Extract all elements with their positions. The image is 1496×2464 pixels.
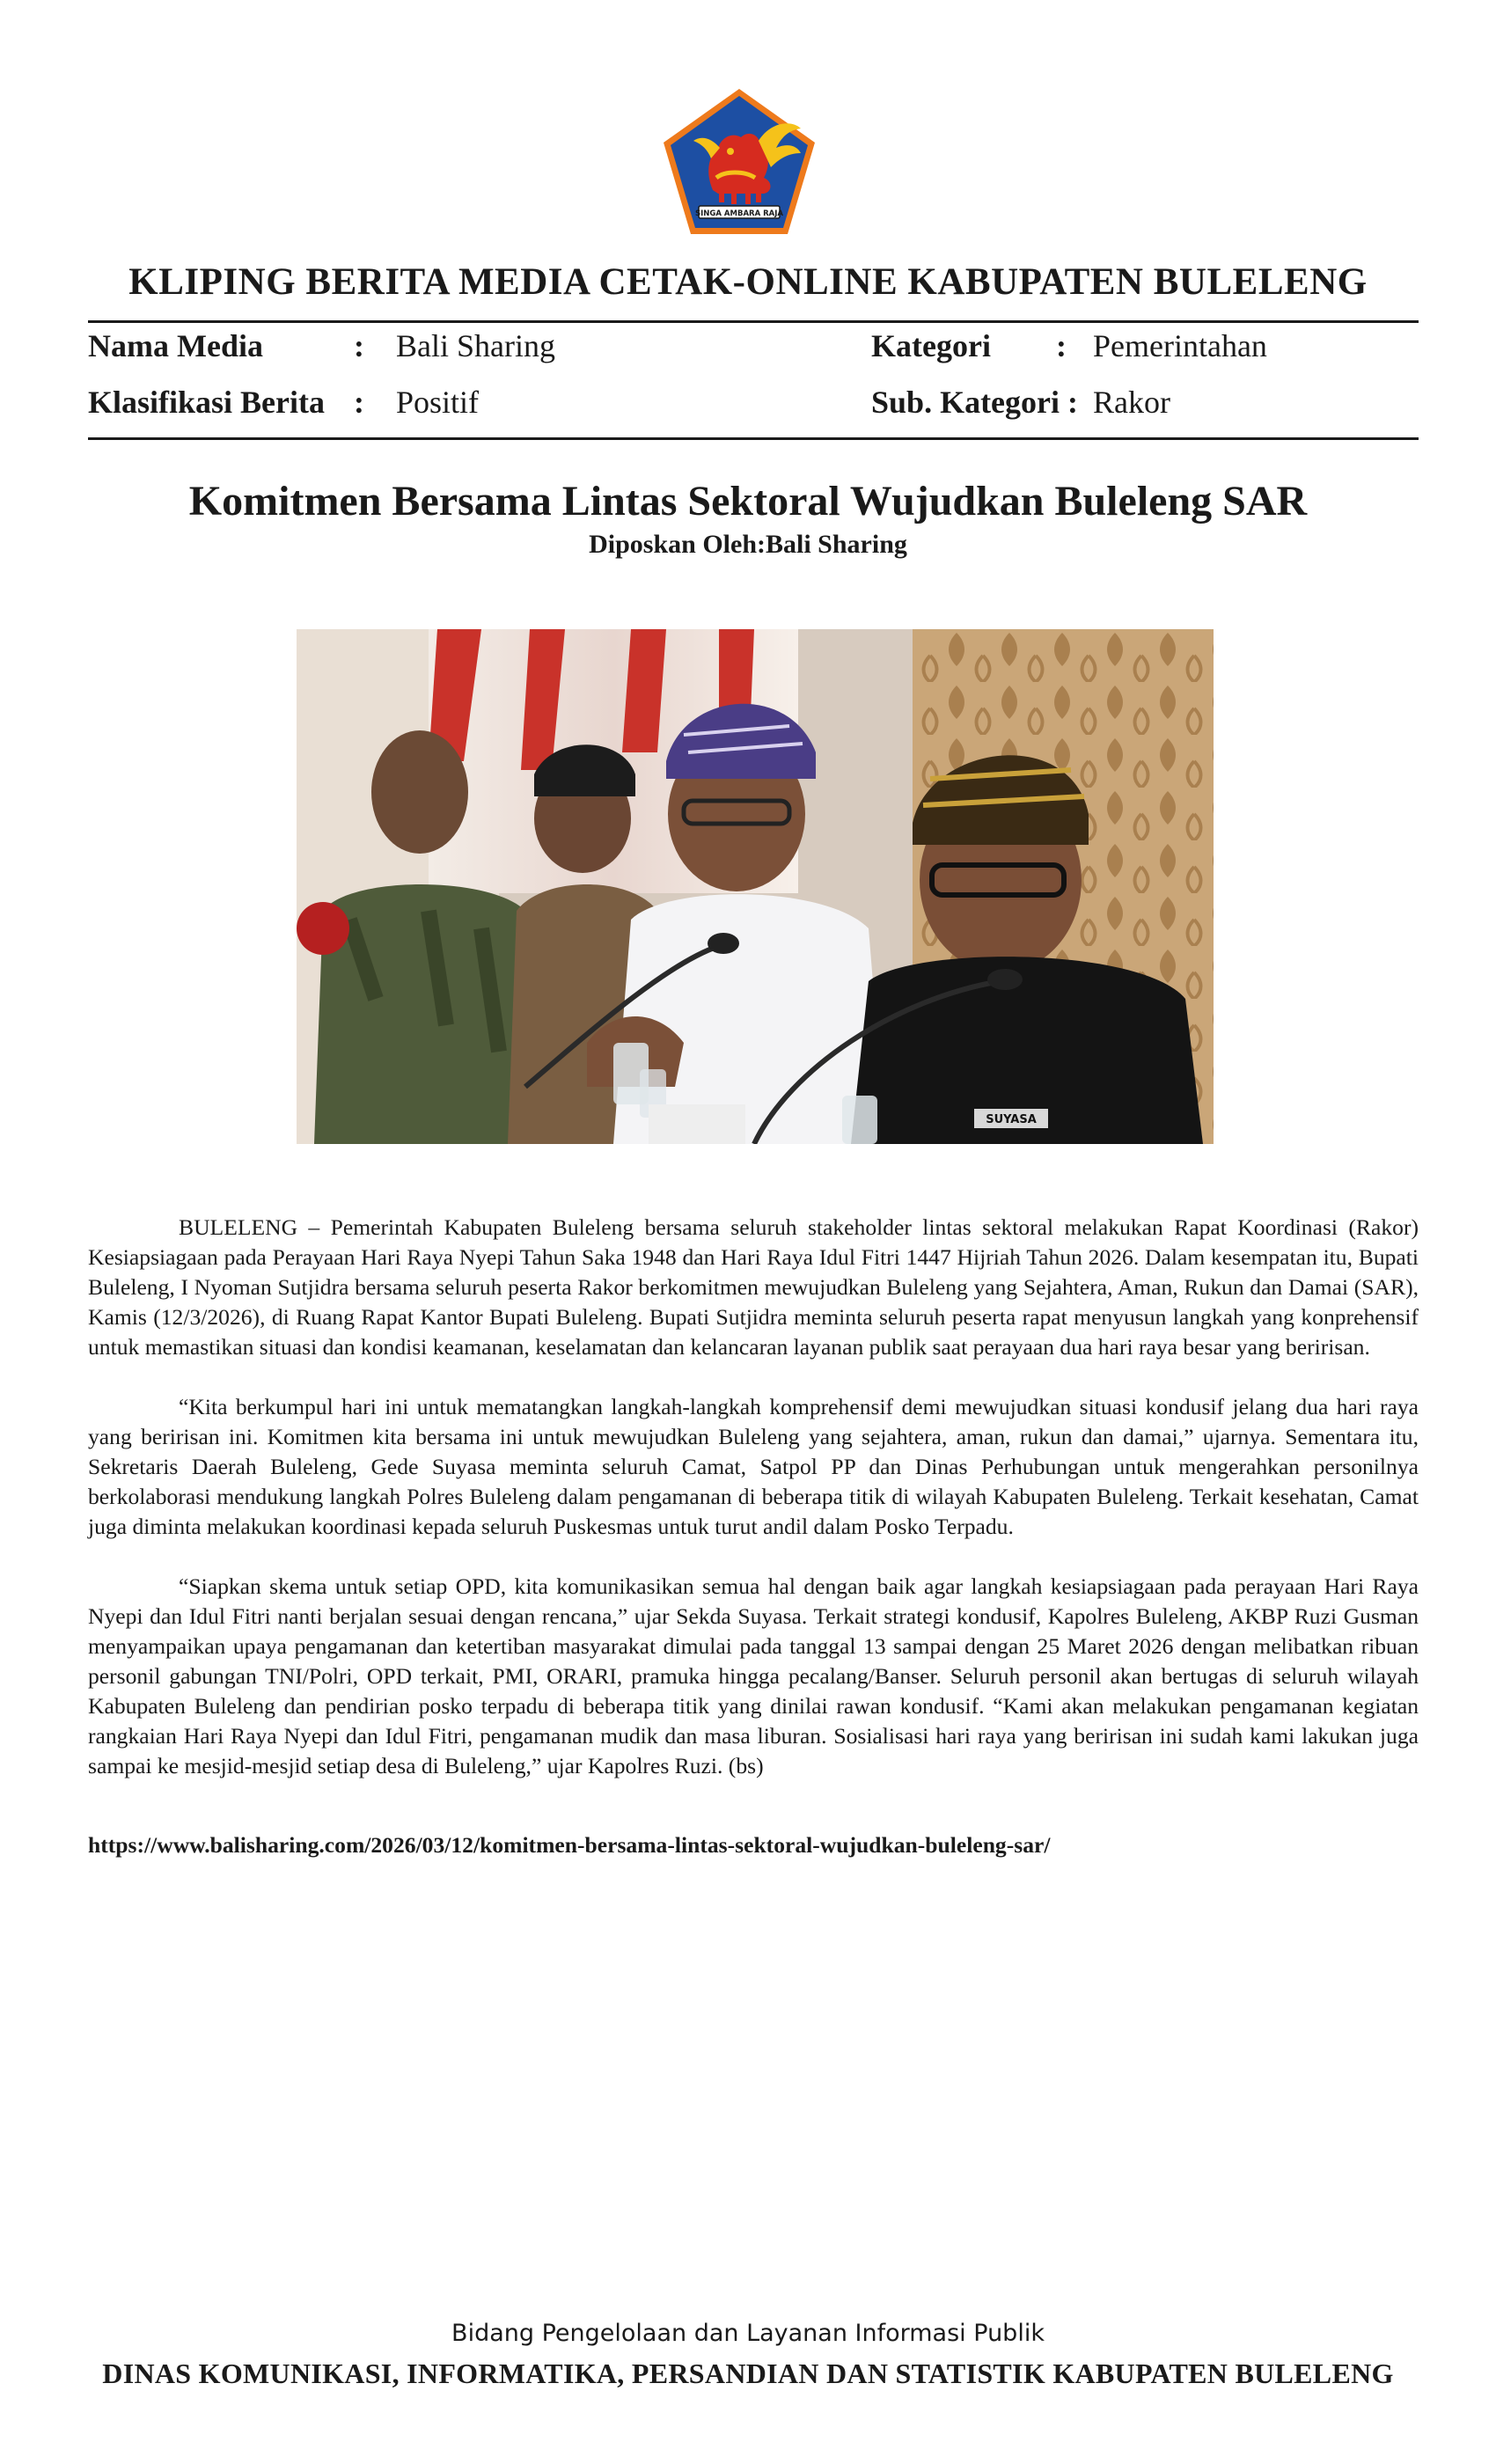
subkategori-value: Rakor <box>1093 385 1170 420</box>
kategori-colon: : <box>1056 328 1067 363</box>
header-rule-bottom <box>88 437 1419 440</box>
article-paragraph: “Kita berkumpul hari ini untuk mematangkan langkah-langkah komprehensif demi mewujudkan situasi kondusif jelang dua hari raya yang beririsan ini. Komitmen kita bersama ini untuk mewujudkan Buleleng yang sejahtera, aman, rukun dan damai,” ujarnya. Sementara itu, Sekretaris Daerah Buleleng, Gede Suyasa meminta seluruh Camat, Satpol PP dan Dinas Perhubungan untuk mengerahkan personilnya berkolaborasi mendukung langkah Polres Buleleng dalam pengamanan di beberapa titik di wilayah Kabupaten Buleleng. Terkait kesehatan, Camat juga diminta melakukan koordinasi kepada seluruh Puskesmas untuk turut andil dalam Posko Terpadu. <box>88 1394 1419 1539</box>
media-name-colon: : <box>354 328 364 363</box>
meta-klasifikasi-row <box>88 384 792 426</box>
klasifikasi-value: Positif <box>396 385 480 420</box>
article-body <box>88 1213 1419 1811</box>
article-title: Komitmen Bersama Lintas Sektoral Wujudkan Buleleng SAR <box>188 478 1308 524</box>
media-name-label: Nama Media <box>88 328 263 363</box>
emblem-motto-text: SINGA AMBARA RAJA <box>695 209 783 218</box>
meeting-photo-illustration <box>297 629 1214 1144</box>
article-photo <box>297 629 1214 1144</box>
buleleng-singa-ambara-raja-emblem-icon <box>660 86 818 238</box>
meta-subkategori-row <box>871 384 1399 426</box>
kategori-value: Pemerintahan <box>1093 328 1267 363</box>
source-url-link[interactable]: https://www.balisharing.com/2026/03/12/komitmen-bersama-lintas-sektoral-wujudkan-buleleng-sar/ <box>88 1832 1051 1858</box>
kategori-label: Kategori <box>871 328 991 363</box>
meta-media-row <box>88 327 792 370</box>
footer-department: Bidang Pengelolaan dan Layanan Informasi Publik <box>451 2320 1045 2347</box>
subkategori-label: Sub. Kategori : <box>871 385 1079 420</box>
klasifikasi-colon: : <box>354 385 364 420</box>
media-name-value: Bali Sharing <box>396 328 555 363</box>
buleleng-emblem-logo <box>660 86 818 238</box>
footer-agency: DINAS KOMUNIKASI, INFORMATIKA, PERSANDIAN DAN STATISTIK KABUPATEN BULELENG <box>102 2358 1394 2389</box>
article-paragraph: BULELENG – Pemerintah Kabupaten Buleleng bersama seluruh stakeholder lintas sektoral melakukan Rapat Koordinasi (Rakor) Kesiapsiagaan pada Perayaan Hari Raya Nyepi Tahun Saka 1948 dan Hari Raya Idul Fitri 1447 Hijriah Tahun 2026. Dalam kesempatan itu, Bupati Buleleng, I Nyoman Sutjidra bersama seluruh peserta Rakor berkomitmen mewujudkan Buleleng yang Sejahtera, Aman, Rukun dan Damai (SAR), Kamis (12/3/2026), di Ruang Rapat Kantor Bupati Buleleng. Bupati Sutjidra meminta seluruh peserta rapat menyusun langkah yang konprehensif untuk memastikan situasi dan kondisi keamanan, keselamatan dan kelancaran layanan publik saat perayaan dua hari raya besar yang beririsan. <box>88 1214 1419 1360</box>
article-byline: Diposkan Oleh:Bali Sharing <box>589 530 907 559</box>
meta-kategori-row <box>871 327 1399 370</box>
header-rule-top <box>88 320 1419 323</box>
page-header-title: KLIPING BERITA MEDIA CETAK-ONLINE KABUPATEN BULELENG <box>128 261 1368 303</box>
klasifikasi-label: Klasifikasi Berita <box>88 385 325 420</box>
photo-name-tag: SUYASA <box>986 1113 1037 1126</box>
article-paragraph: “Siapkan skema untuk setiap OPD, kita komunikasikan semua hal dengan baik agar langkah kesiapsiagaan pada perayaan Hari Raya Nyepi dan Idul Fitri nanti berjalan sesuai dengan rencana,” ujar Sekda Suyasa. Terkait strategi kondusif, Kapolres Buleleng, AKBP Ruzi Gusman menyampaikan upaya pengamanan dan ketertiban masyarakat dimulai pada tanggal 13 sampai dengan 25 Maret 2026 dengan melibatkan ribuan personil gabungan TNI/Polri, OPD terkait, PMI, ORARI, pramuka hingga pecalang/Banser. Seluruh personil akan bertugas di seluruh wilayah Kabupaten Buleleng dan pendirian posko terpadu di beberapa titik yang dinilai rawan kondusif. “Kami akan melakukan pengamanan kegiatan rangkaian Hari Raya Nyepi dan Idul Fitri, pengamanan mudik dan masa liburan. Sosialisasi hari raya yang beririsan ini sudah kami lakukan juga sampai ke mesjid-mesjid setiap desa di Buleleng,” ujar Kapolres Ruzi. (bs) <box>88 1573 1419 1778</box>
